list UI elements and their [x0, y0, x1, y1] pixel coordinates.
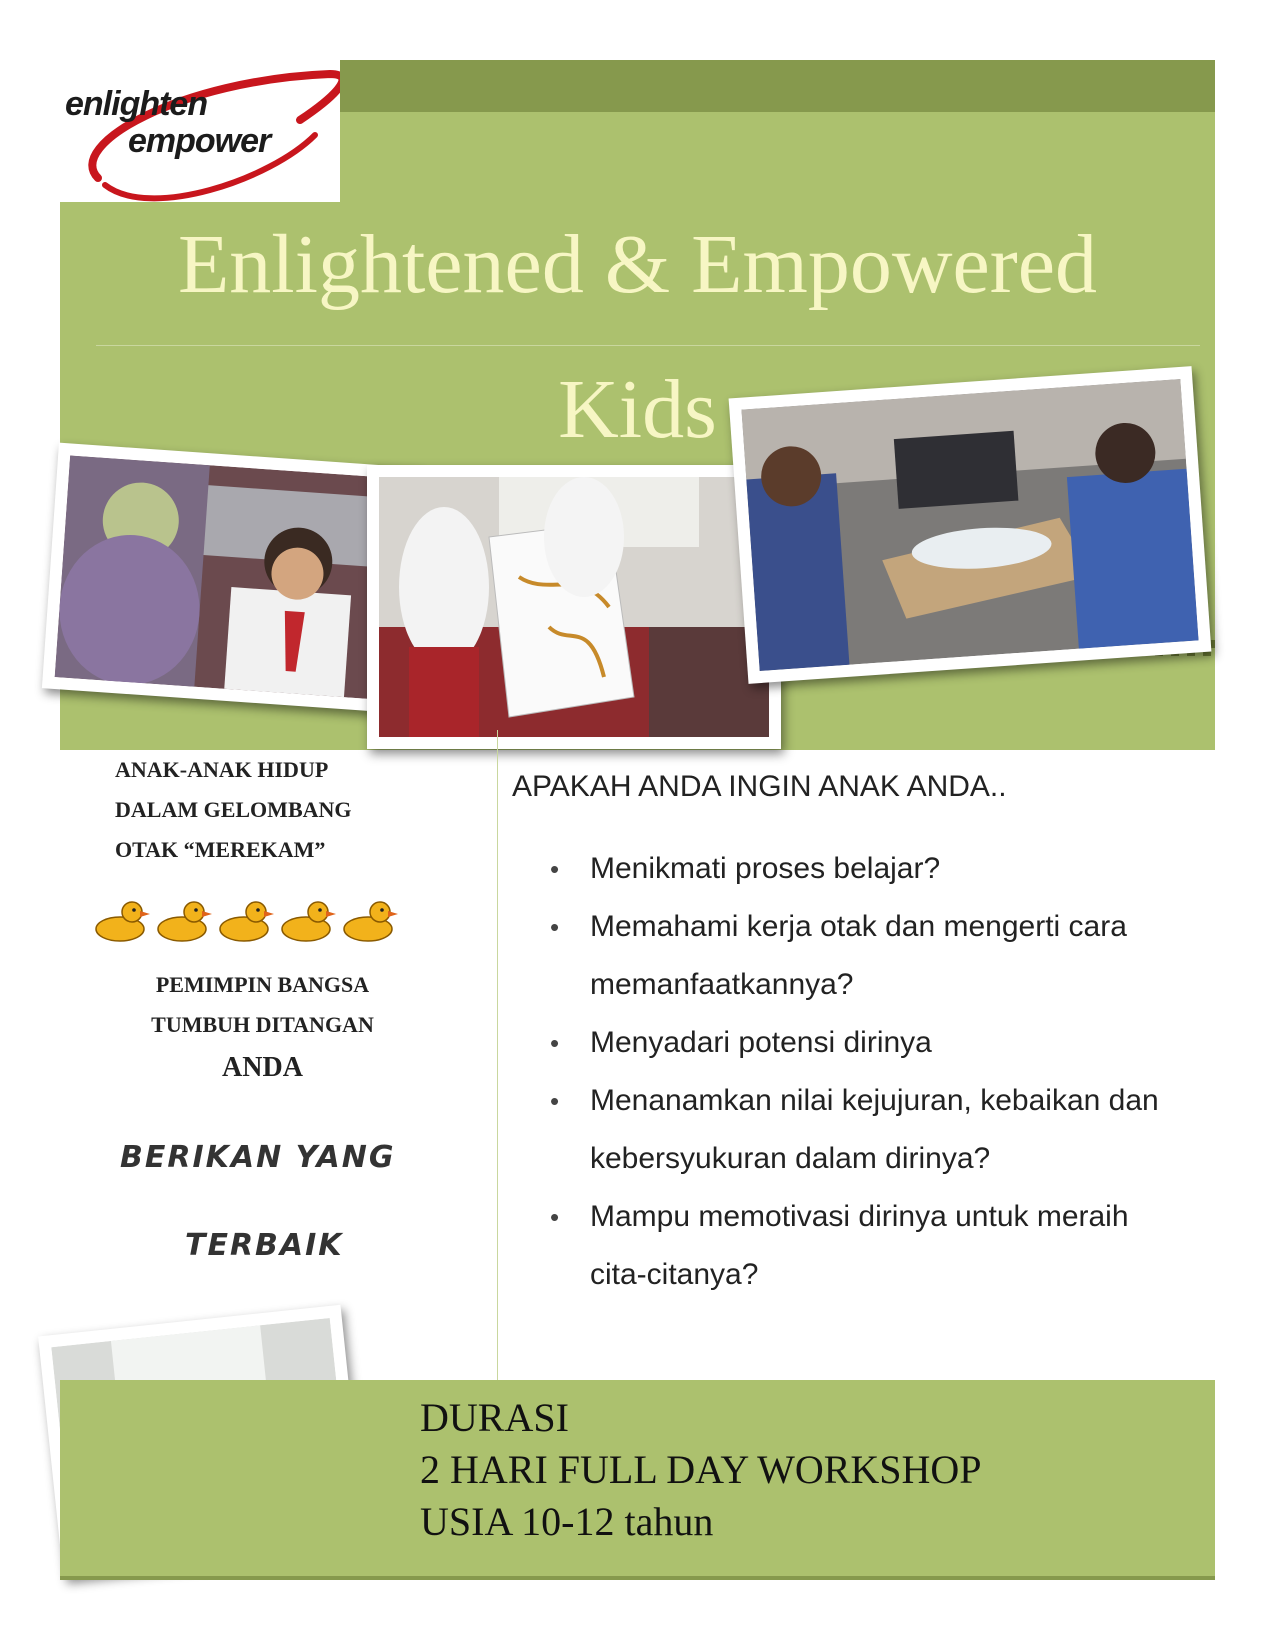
leaders-line-3: ANDA	[222, 1052, 303, 1083]
list-item: • Memahami kerja otak dan mengerti cara memanfaatkannya?	[545, 898, 1185, 1014]
tagline-line-2: DALAM GELOMBANG	[115, 797, 352, 822]
footer-age-info: USIA 10-12 tahun	[420, 1499, 714, 1544]
duck-icon	[96, 902, 150, 941]
list-item: • Menyadari potensi dirinya	[545, 1014, 1185, 1072]
duck-icon	[344, 902, 398, 941]
header-strip	[340, 60, 1215, 112]
page-title: Enlightened & Empowered	[177, 218, 1098, 311]
leaders-line-2: TUMBUH DITANGAN	[151, 1012, 374, 1037]
duck-icon	[282, 902, 336, 941]
tagline-line-1: ANAK-ANAK HIDUP	[115, 757, 329, 782]
column-divider	[497, 730, 498, 1380]
logo-word-enlighten: enlighten	[65, 85, 208, 123]
photo-mindmap-presentation	[367, 465, 781, 749]
give-best-line-1: BERIKAN YANG	[120, 1140, 396, 1175]
page-subtitle: Kids	[558, 363, 717, 456]
title-divider	[96, 345, 1200, 346]
leaders-line-1: PEMIMPIN BANGSA	[155, 972, 370, 997]
duck-icon	[220, 902, 274, 941]
list-item: • Mampu memotivasi dirinya untuk meraih cita-citanya?	[545, 1188, 1185, 1304]
give-best-line-2: TERBAIK	[185, 1228, 344, 1263]
logo	[60, 60, 340, 202]
footer-workshop-info: 2 HARI FULL DAY WORKSHOP	[420, 1447, 982, 1492]
list-item: • Menanamkan nilai kejujuran, kebaikan dan kebersyukuran dalam dirinya?	[545, 1072, 1185, 1188]
list-item: • Menikmati proses belajar?	[545, 840, 1185, 898]
duck-row	[90, 895, 410, 945]
question-heading: APAKAH ANDA INGIN ANAK ANDA..	[512, 770, 1007, 803]
photo-classroom-activity	[729, 366, 1212, 684]
footer-duration-label: DURASI	[420, 1395, 569, 1440]
photo-mother-child	[42, 443, 420, 714]
duck-icon	[158, 902, 212, 941]
logo-word-empower: empower	[128, 122, 271, 160]
benefits-list	[545, 840, 1185, 1304]
tagline-line-3: OTAK “MEREKAM”	[115, 837, 326, 862]
